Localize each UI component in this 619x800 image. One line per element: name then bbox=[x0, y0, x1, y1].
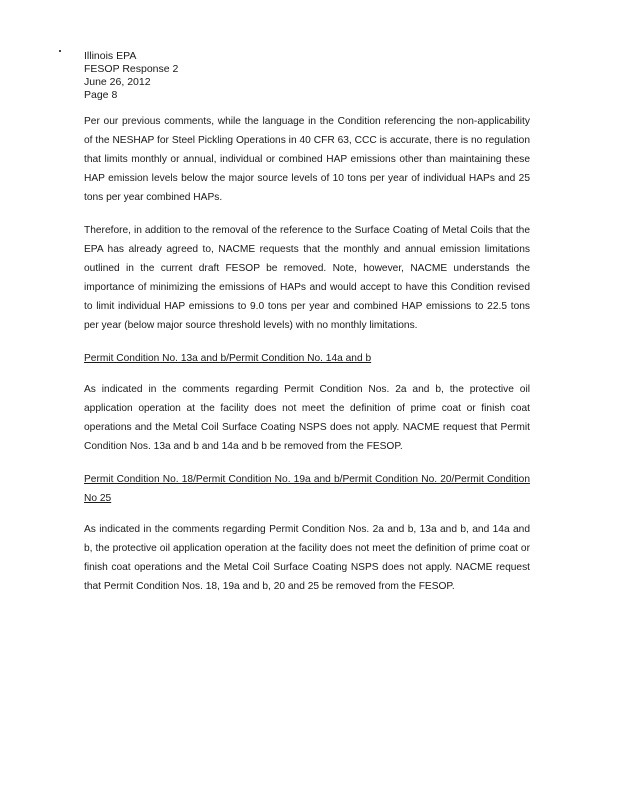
section-heading-condition-18-25: Permit Condition No. 18/Permit Condition No. 19a and b/Permit Condition No. 20/Permit Condition No 25 bbox=[84, 474, 530, 504]
paragraph-hap-regulation: Per our previous comments, while the language in the Condition referencing the non-applicability of the NESHAP for Steel Pickling Operations in 40 CFR 63, CCC is accurate, there is no regulation that limits monthly or annual, individual or combined HAP emissions other than maintaining these HAP emission levels below the major source levels of 10 tons per year of individual HAPs and 25 tons per year combined HAPs. bbox=[84, 116, 530, 203]
paragraph-hap-limits-request: Therefore, in addition to the removal of the reference to the Surface Coating of Metal Coils that the EPA has already agreed to, NACME requests that the monthly and annual emission limitations outlined in the current draft FESOP be removed. Note, however, NACME understands the importance of minimizing the emissions of HAPs and would accept to have this Condition revised to limit individual HAP emissions to 9.0 tons per year and combined HAP emissions to 22.5 tons per year (below major source threshold levels) with no monthly limitations. bbox=[84, 225, 530, 331]
letter-body bbox=[84, 112, 530, 610]
scan-speck bbox=[59, 50, 61, 52]
letter-header bbox=[84, 50, 178, 102]
header-recipient: Illinois EPA bbox=[84, 50, 137, 62]
section-heading-condition-13-14: Permit Condition No. 13a and b/Permit Condition No. 14a and b bbox=[84, 353, 372, 364]
paragraph-condition-18-25: As indicated in the comments regarding Permit Condition Nos. 2a and b, 13a and b, and 14a and b, the protective oil application operation at the facility does not meet the definition of prime coat or finish coat operations and the Metal Coil Surface Coating NSPS does not apply. NACME request that Permit Condition Nos. 18, 19a and b, 20 and 25 be removed from the FESOP. bbox=[84, 524, 530, 592]
header-date: June 26, 2012 bbox=[84, 76, 151, 88]
header-page-number: Page 8 bbox=[84, 89, 118, 101]
paragraph-condition-13-14: As indicated in the comments regarding Permit Condition Nos. 2a and b, the protective oil application operation at the facility does not meet the definition of prime coat or finish coat operations and the Metal Coil Surface Coating NSPS does not apply. NACME request that Permit Condition Nos. 13a and b and 14a and b be removed from the FESOP. bbox=[84, 384, 530, 452]
header-subject: FESOP Response 2 bbox=[84, 63, 179, 75]
